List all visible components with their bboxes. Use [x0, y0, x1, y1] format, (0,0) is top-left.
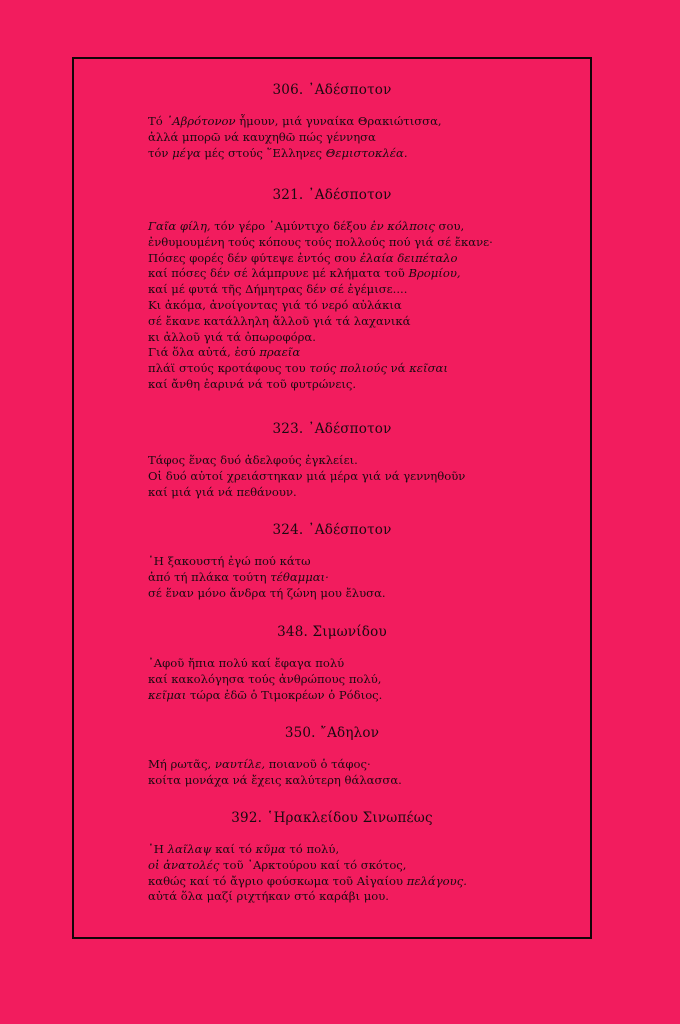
poem-lines — [74, 554, 590, 601]
verse-segment: κοίτα μονάχα νά ἔχεις καλύτερη θάλασσα. — [148, 772, 402, 787]
verse-segment: καί μέ φυτά τῆς Δήμητρας δέν σέ ἐγέμισε.... — [148, 282, 408, 297]
verse-line — [148, 114, 590, 130]
verse-segment: τώρα ἐδῶ ὁ Τιμοκρέων ὁ Ρόδιος. — [186, 687, 383, 702]
verse-segment: τόν — [148, 145, 173, 160]
verse-line — [148, 773, 590, 789]
verse-line — [148, 554, 590, 570]
verse-line — [148, 757, 590, 773]
poem-lines — [74, 757, 590, 789]
verse-segment: ῾Η — [148, 842, 168, 856]
verse-italic-segment: μέγα — [172, 145, 201, 160]
verse-segment: ἦμουν, μιά γυναίκα Θρακιώτισσα, — [235, 114, 442, 128]
poem-lines — [74, 656, 590, 703]
verse-italic-segment: πελάγους. — [406, 873, 467, 888]
verse-segment: κι ἀλλοῦ γιά τά ὀπωροφόρα. — [148, 329, 316, 344]
verse-segment: καί τό — [211, 842, 256, 856]
verse-segment: τόν γέρο ᾿Αμύντιχο δέξου — [210, 219, 371, 233]
verse-line — [148, 858, 590, 874]
verse-segment: νά — [386, 361, 410, 376]
verse-segment: ἀπό τή πλάκα τούτη — [148, 569, 271, 584]
verse-line — [148, 130, 590, 146]
poem-348 — [74, 623, 590, 703]
verse-segment: τό πολύ, — [285, 842, 340, 856]
verse-segment: καί πόσες δέν σέ λάμπρυνε μέ κλήματα τοῦ — [148, 266, 409, 281]
verse-segment: ἀλλά μπορῶ νά καυχηθῶ πώς γέννησα — [148, 129, 376, 144]
verse-italic-segment: λαῖλαψ — [167, 842, 212, 856]
verse-italic-segment: οἱ ἀνατολές — [148, 857, 220, 872]
verse-line — [148, 235, 590, 251]
verse-italic-segment: Βρομίου, — [408, 266, 461, 281]
page-frame — [72, 57, 592, 939]
verse-line — [148, 330, 590, 346]
verse-segment: Τό — [148, 114, 167, 128]
verse-segment: αὐτά ὅλα μαζί ριχτήκαν στό καράβι μου. — [148, 889, 389, 904]
poem-heading: 321. ᾿Αδέσποτον — [272, 187, 392, 203]
verse-line — [148, 842, 590, 858]
verse-segment: Τάφος ἕνας δυό ἀδελφούς ἐγκλείει. — [148, 453, 358, 467]
verse-line — [148, 345, 590, 361]
verse-segment: μές στούς ῞Ελληνες — [200, 145, 326, 160]
verse-line — [148, 146, 590, 162]
poem-323 — [74, 420, 590, 500]
verse-segment: ῾Η ξακουστή ἐγώ πού κάτω — [148, 554, 311, 568]
poem-lines — [74, 114, 590, 161]
verse-italic-segment: Γαῖα φίλη, — [148, 219, 211, 233]
verse-italic-segment: Θεμιστοκλέα. — [325, 145, 408, 160]
verse-line — [148, 266, 590, 282]
verse-line — [148, 586, 590, 602]
verse-line — [148, 361, 590, 377]
poem-heading: 323. ᾿Αδέσποτον — [272, 421, 392, 437]
poem-lines — [74, 219, 590, 393]
verse-segment: Οἱ δυό αὐτοί χρειάστηκαν μιά μέρα γιά νά γεννηθοῦν — [148, 468, 466, 483]
verse-line — [148, 874, 590, 890]
poem-heading: 324. ᾿Αδέσποτον — [272, 522, 392, 538]
verse-line — [148, 485, 590, 501]
verse-line — [148, 282, 590, 298]
verse-italic-segment: ναυτίλε, — [214, 757, 266, 771]
verse-segment: καθώς καί τό ἄγριο φούσκωμα τοῦ Αἰγαίου — [148, 873, 407, 888]
verse-line — [148, 377, 590, 393]
verse-line — [148, 314, 590, 330]
verse-segment: Γιά ὅλα αὐτά, ἐσύ — [148, 345, 260, 360]
verse-line — [148, 469, 590, 485]
verse-segment: Κι ἀκόμα, ἀνοίγοντας γιά τό νερό αὐλάκια — [148, 297, 402, 312]
poem-lines — [74, 453, 590, 500]
verse-line — [148, 251, 590, 267]
verse-italic-segment: ἐλαία δειπέταλο — [359, 250, 458, 265]
verse-italic-segment: τούς πολιούς — [309, 361, 387, 376]
verse-italic-segment: κεῖσαι — [409, 361, 448, 376]
verse-italic-segment: τέθαμμαι· — [270, 569, 329, 584]
verse-segment: καί κακολόγησα τούς ἀνθρώπους πολύ, — [148, 671, 382, 686]
verse-italic-segment: ἐν κόλποις — [370, 219, 435, 233]
poem-350 — [74, 724, 590, 789]
verse-segment: πλάϊ στούς κροτάφους του — [148, 361, 310, 376]
verse-italic-segment: κεῖμαι — [148, 687, 187, 702]
verse-segment: καί μιά γιά νά πεθάνουν. — [148, 484, 297, 499]
poem-lines — [74, 842, 590, 905]
poem-306 — [74, 81, 590, 161]
poem-321 — [74, 186, 590, 393]
verse-segment: σέ ἕναν μόνο ἄνδρα τή ζώνη μου ἔλυσα. — [148, 585, 386, 600]
verse-segment: τοῦ ᾿Αρκτούρου καί τό σκότος, — [219, 857, 407, 872]
verse-line — [148, 672, 590, 688]
verse-segment: ᾿Αφοῦ ἤπια πολύ καί ἔφαγα πολύ — [148, 656, 345, 670]
verse-line — [148, 688, 590, 704]
verse-italic-segment: πραεῖα — [259, 345, 301, 360]
verse-line — [148, 656, 590, 672]
poem-heading: 306. ᾿Αδέσποτον — [272, 82, 392, 98]
poem-heading: 350. ῎Αδηλον — [284, 725, 380, 741]
verse-segment: ἐνθυμουμένη τούς κόπους τούς πολλούς πού γιά σέ ἔκανε· — [148, 234, 493, 249]
verse-segment: Μή ρωτᾶς, — [148, 757, 215, 771]
poem-392 — [74, 809, 590, 905]
verse-line — [148, 453, 590, 469]
poem-324 — [74, 521, 590, 601]
verse-segment: καί ἄνθη ἐαρινά νά τοῦ φυτρώνεις. — [148, 376, 357, 391]
verse-italic-segment: κῦμα — [255, 842, 286, 856]
verse-line — [148, 219, 590, 235]
poem-heading: 348. Σιμωνίδου — [277, 624, 387, 640]
verse-line — [148, 889, 590, 905]
verse-segment: ποιανοῦ ὁ τάφος· — [265, 757, 371, 771]
verse-segment: Πόσες φορές δέν φύτεψε ἐντός σου — [148, 250, 360, 265]
verse-italic-segment: ᾿Αβρότονον — [166, 114, 236, 128]
verse-line — [148, 298, 590, 314]
verse-segment: σέ ἔκανε κατάλληλη ἄλλοῦ γιά τά λαχανικά — [148, 313, 411, 328]
verse-line — [148, 570, 590, 586]
poem-heading: 392. ῾Ηρακλείδου Σινωπέως — [231, 810, 433, 826]
verse-segment: σου, — [434, 219, 465, 233]
